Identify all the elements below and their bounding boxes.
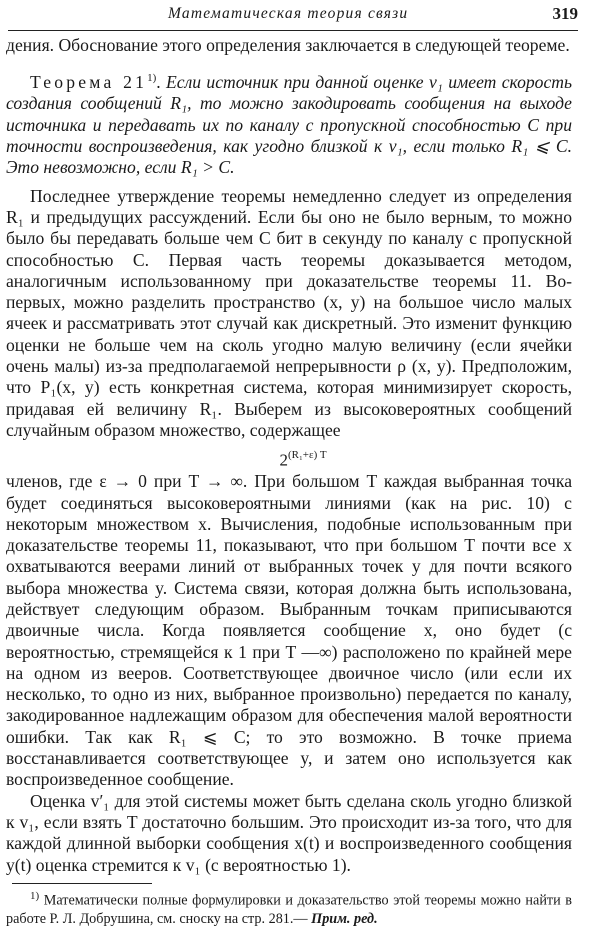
footnote-editor-sign: Прим. ред. — [311, 910, 378, 927]
formula-cardinality — [34, 441, 572, 471]
running-title: Математическая теория связи — [168, 5, 409, 22]
formula-base: 2 — [279, 450, 288, 470]
running-header — [8, 0, 578, 31]
footnote-divider — [12, 883, 152, 884]
theorem-label: Теорема 21 — [30, 72, 148, 93]
theorem-statement: Если источник при данной оценке v₁ имеет скорость создания сообщений R₁, то можно закодировать сообщения на выходе источника и передавать их по каналу с пропускной способностью C при точности воспроизведения, как угодно близкой к v₁, если только R₁ ⩽ C. Это невозможно, если R₁ > C. — [6, 72, 573, 178]
page-number: 319 — [552, 4, 578, 23]
footnote-ref: 1) — [147, 72, 157, 85]
footnote-mark: 1) — [30, 889, 40, 902]
theorem-separator: . — [156, 72, 167, 93]
footnote-text: Математически полные формулировки и доказательство этой теоремы можно найти в работе Р. Л. Добрушина, см. сноску на стр. 281.— — [6, 892, 572, 927]
paragraph-proof-1: Последнее утверждение теоремы немедленно следует из определения R₁ и предыдущих рассуждений. Если бы оно не было верным, то можно было бы передавать больше чем C бит в секунду по каналу с пропускной способностью C. Первая часть теоремы доказывается методом, аналогичным использованному при доказательстве теоремы 11. Во-первых, можно разделить пространство (x, y) на большое число малых ячеек и рассматривать этот случай как дискретный. Это изменит функцию оценки не больше чем на сколь угодно малую величину (если ячейки очень малы) из-за предполагаемой непрерывности ρ (x, y). Предположим, что P₁(x, y) есть конкретная система, которая минимизирует скорость, придавая ей величину R₁. Выберем из высоковероятных сообщений случайным образом множество, содержащее — [6, 185, 572, 440]
paragraph-intro: дения. Обоснование этого определения заключается в следующей теореме. — [6, 35, 570, 55]
formula-exponent: (R₁+ε) T — [287, 449, 327, 462]
paragraph-estimate: Оценка v′₁ для этой системы может быть сделана сколь угодно близкой к v₁, если взять T достаточно большим. Это происходит из-за того, что для каждой длинной выборки сообщения x(t) и воспроизведенного сообщения y(t) оценка стремится к v₁ (с вероятностью 1). — [6, 790, 572, 875]
theorem-21 — [6, 68, 572, 178]
footnote — [6, 887, 572, 928]
paragraph-proof-2: членов, где ε → 0 при T → ∞. При большом T каждая выбранная точка будет соединяться высоковероятными линиями (как на рис. 10) с некоторым множеством x. Вычисления, подобные использованным при доказательстве теоремы 11, показывают, что при большом T почти все x охватываются веерами линий от выбранных точек y для почти всякого выбора множества y. Система связи, которая должна быть использована, действует следующим образом. Выбранным точкам приписываются двоичные числа. Когда появляется сообщение x, оно будет (с вероятностью, стремящейся к 1 при T —∞) расположено по крайней мере на одном из вееров. Соответствующее двоичное число (или если их несколько, то одно из них, выбранное произвольно) передается по каналу, закодированное надлежащим образом для обеспечения малой вероятности ошибки. Так как R₁ ⩽ C; то это возможно. В точке приема восстанавливается соответствующее y, и затем оно используется как воспроизведенное сообщение. — [6, 471, 572, 790]
